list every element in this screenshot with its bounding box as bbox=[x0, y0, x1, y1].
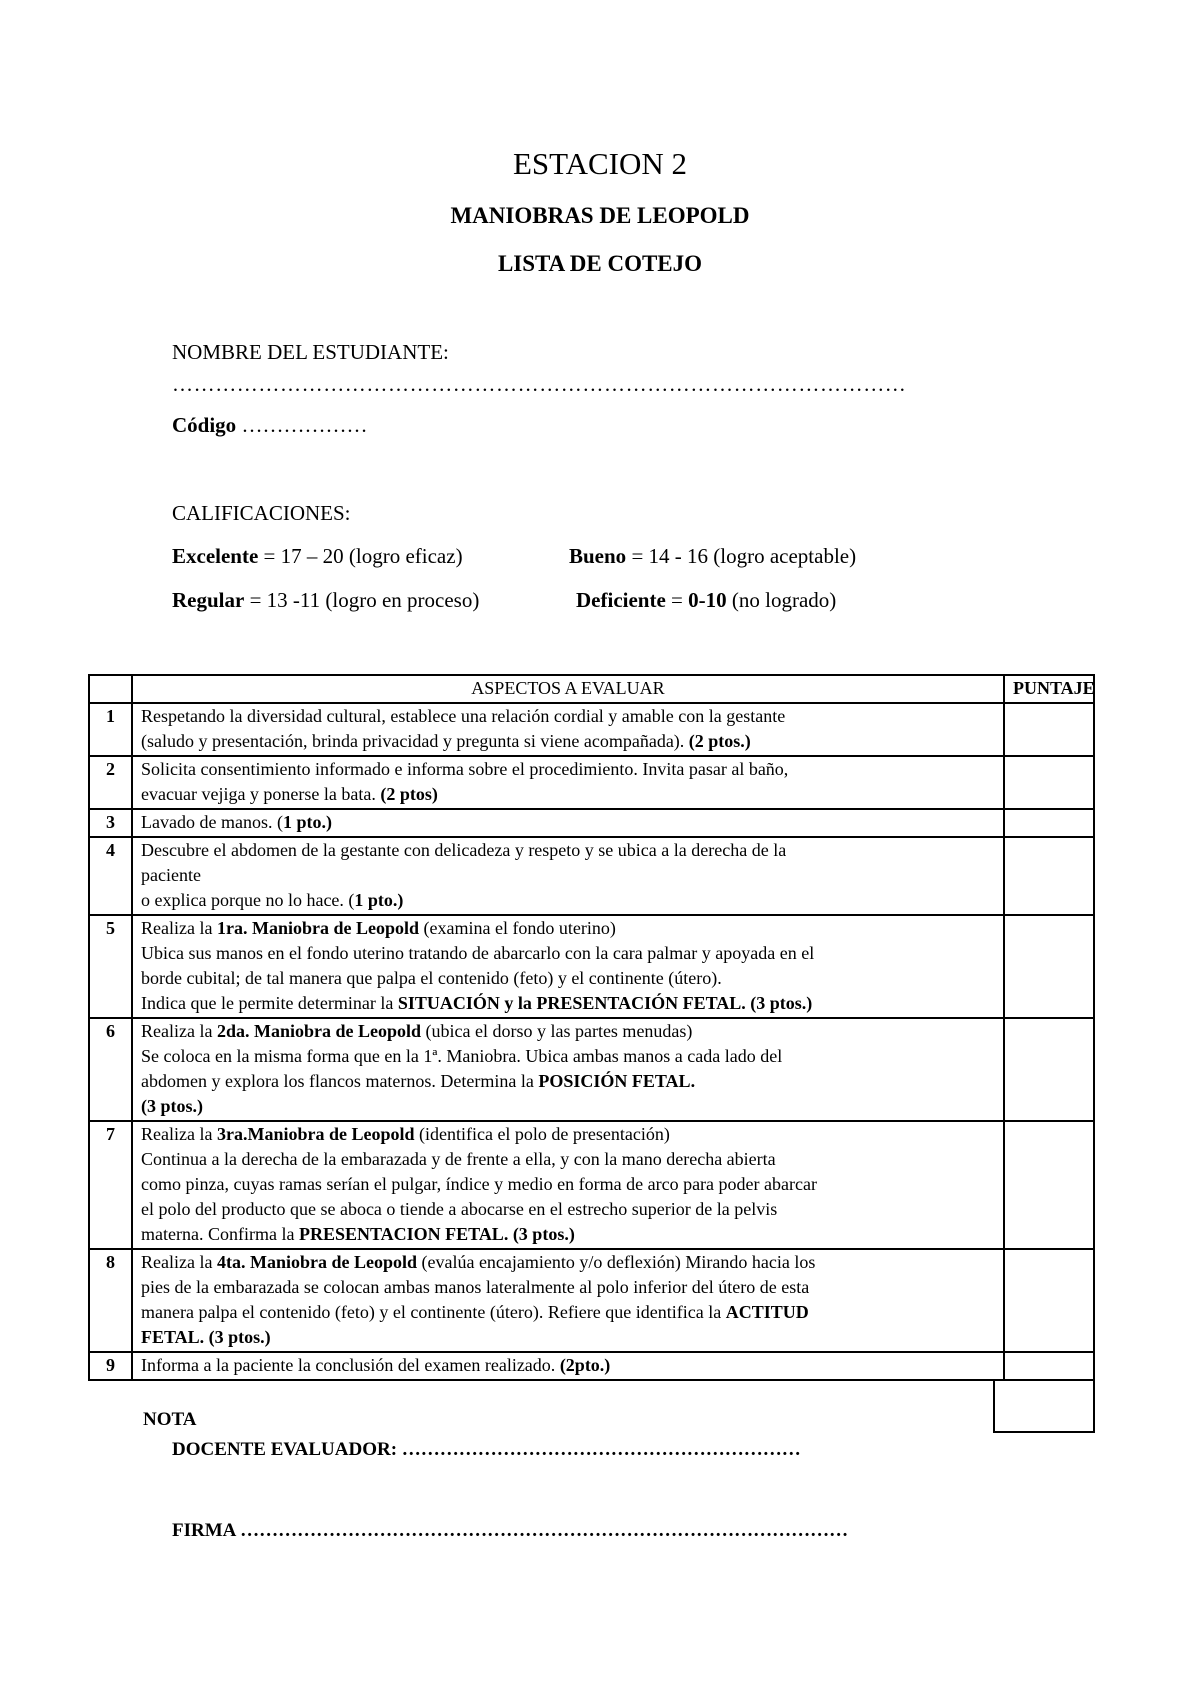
score-cell[interactable] bbox=[1004, 1249, 1094, 1352]
grade-excelente-label: Excelente bbox=[172, 544, 259, 568]
row-text: borde cubital; de tal manera que palpa el contenido (feto) y el continente (útero). bbox=[141, 968, 722, 988]
row-description bbox=[132, 809, 1004, 837]
grade-excelente-value: = 17 – 20 (logro eficaz) bbox=[258, 544, 463, 568]
row-number: 1 bbox=[89, 703, 132, 756]
grade-bueno-label: Bueno bbox=[569, 544, 627, 568]
row-text: Solicita consentimiento informado e informa sobre el procedimiento. Invita pasar al baño, bbox=[141, 759, 789, 779]
row-text: evacuar vejiga y ponerse la bata. bbox=[141, 784, 381, 804]
grades-label: CALIFICACIONES: bbox=[172, 501, 351, 525]
row-text: Descubre el abdomen de la gestante con delicadeza y respeto y se ubica a la derecha de la bbox=[141, 840, 787, 860]
table-row bbox=[89, 703, 1094, 756]
student-code-blank: ……………… bbox=[236, 413, 368, 437]
row-maneuver: 3ra.Maniobra de Leopold bbox=[216, 1124, 415, 1144]
row-number: 4 bbox=[89, 837, 132, 915]
table-row bbox=[89, 1018, 1094, 1121]
row-text: Lavado de manos. ( bbox=[141, 812, 283, 832]
page-subtitle-2: LISTA DE COTEJO bbox=[497, 251, 703, 276]
row-text: Respetando la diversidad cultural, establece una relación cordial y amable con la gestante bbox=[141, 706, 786, 726]
row-text: Indica que le permite determinar la bbox=[141, 993, 398, 1013]
row-number: 5 bbox=[89, 915, 132, 1018]
row-maneuver: 1ra. Maniobra de Leopold bbox=[216, 918, 419, 938]
row-description bbox=[132, 837, 1004, 915]
evaluator-signature-line: DOCENTE EVALUADOR: ……………………………………………………… bbox=[172, 1439, 801, 1460]
row-text: Realiza la bbox=[141, 918, 217, 938]
row-text: Informa a la paciente la conclusión del examen realizado. bbox=[141, 1355, 560, 1375]
row-points: (3 ptos.) bbox=[141, 1096, 203, 1116]
row-text: Se coloca en la misma forma que en la 1ª. Maniobra. Ubica ambas manos a cada lado del bbox=[141, 1046, 783, 1066]
row-text: abdomen y explora los flancos maternos. Determina la bbox=[141, 1071, 539, 1091]
row-text: Realiza la bbox=[141, 1021, 217, 1041]
row-text: como pinza, cuyas ramas serían el pulgar, índice y medio en forma de arco para poder abarcar bbox=[141, 1174, 817, 1194]
table-row bbox=[89, 1249, 1094, 1352]
score-cell[interactable] bbox=[1004, 1018, 1094, 1121]
grade-regular-value: = 13 -11 (logro en proceso) bbox=[244, 588, 480, 612]
row-description bbox=[132, 756, 1004, 809]
row-number: 9 bbox=[89, 1352, 132, 1380]
table-row bbox=[89, 837, 1094, 915]
row-number: 7 bbox=[89, 1121, 132, 1249]
page-title: ESTACION 2 bbox=[512, 146, 688, 181]
table-row bbox=[89, 809, 1094, 837]
student-name-blank: ………………………………………………………………………………………… bbox=[172, 372, 907, 396]
student-code-field bbox=[172, 413, 367, 438]
row-text: pies de la embarazada se colocan ambas manos lateralmente al polo inferior del útero de esta bbox=[141, 1277, 810, 1297]
score-cell[interactable] bbox=[1004, 1352, 1094, 1380]
row-number: 6 bbox=[89, 1018, 132, 1121]
grade-deficiente-label: Deficiente bbox=[576, 588, 666, 612]
score-cell[interactable] bbox=[1004, 703, 1094, 756]
row-keyword: ACTITUD bbox=[725, 1302, 809, 1322]
row-points: FETAL. (3 ptos.) bbox=[141, 1327, 271, 1347]
table-row bbox=[89, 1121, 1094, 1249]
grade-deficiente-range: 0-10 bbox=[688, 588, 727, 612]
grade-bueno bbox=[569, 544, 856, 569]
row-text: manera palpa el contenido (feto) y el continente (útero). Refiere que identifica la bbox=[141, 1302, 726, 1322]
row-number: 8 bbox=[89, 1249, 132, 1352]
row-points: SITUACIÓN y la PRESENTACIÓN FETAL. (3 ptos.) bbox=[397, 993, 813, 1013]
row-description bbox=[132, 1121, 1004, 1249]
grade-deficiente-eq: = bbox=[665, 588, 689, 612]
row-text: o explica porque no lo hace. ( bbox=[141, 890, 355, 910]
score-cell[interactable] bbox=[1004, 837, 1094, 915]
row-points: (2pto.) bbox=[559, 1355, 611, 1375]
row-text: (saludo y presentación, brinda privacidad y pregunta si viene acompañada). bbox=[141, 731, 689, 751]
row-number: 2 bbox=[89, 756, 132, 809]
table-row bbox=[89, 756, 1094, 809]
row-text: (ubica el dorso y las partes menudas) bbox=[421, 1021, 693, 1041]
score-cell[interactable] bbox=[1004, 915, 1094, 1018]
row-text: el polo del producto que se aboca o tiende a abocarse en el estrecho superior de la pelvis bbox=[141, 1199, 778, 1219]
row-number: 3 bbox=[89, 809, 132, 837]
row-text: Realiza la bbox=[141, 1124, 217, 1144]
score-cell[interactable] bbox=[1004, 756, 1094, 809]
row-description bbox=[132, 1018, 1004, 1121]
grade-deficiente bbox=[576, 588, 836, 613]
row-text: Ubica sus manos en el fondo uterino tratando de abarcarlo con la cara palmar y apoyada en el bbox=[141, 943, 815, 963]
row-description bbox=[132, 703, 1004, 756]
row-points: 1 pto.) bbox=[282, 812, 332, 832]
row-text: Realiza la bbox=[141, 1252, 217, 1272]
grade-regular-label: Regular bbox=[172, 588, 245, 612]
student-name-label: NOMBRE DEL ESTUDIANTE: bbox=[172, 340, 449, 364]
score-cell[interactable] bbox=[1004, 1121, 1094, 1249]
row-description bbox=[132, 915, 1004, 1018]
row-text: Continua a la derecha de la embarazada y de frente a ella, y con la mano derecha abierta bbox=[141, 1149, 776, 1169]
row-points: 1 pto.) bbox=[354, 890, 404, 910]
row-points: (2 ptos) bbox=[380, 784, 438, 804]
row-points: PRESENTACION FETAL. (3 ptos.) bbox=[298, 1224, 575, 1244]
row-maneuver: 2da. Maniobra de Leopold bbox=[216, 1021, 421, 1041]
table-row bbox=[89, 1352, 1094, 1380]
row-text: (identifica el polo de presentación) bbox=[414, 1124, 670, 1144]
nota-label: NOTA bbox=[143, 1409, 197, 1430]
nota-score-box[interactable] bbox=[993, 1379, 1095, 1433]
row-points: (2 ptos.) bbox=[688, 731, 751, 751]
score-cell[interactable] bbox=[1004, 809, 1094, 837]
row-text: (examina el fondo uterino) bbox=[418, 918, 616, 938]
row-text: paciente bbox=[141, 865, 201, 885]
row-description bbox=[132, 1352, 1004, 1380]
student-code-label: Código bbox=[172, 413, 237, 437]
row-text: (evalúa encajamiento y/o deflexión) Mirando hacia los bbox=[416, 1252, 816, 1272]
grade-bueno-value: = 14 - 16 (logro aceptable) bbox=[626, 544, 857, 568]
header-aspects: ASPECTOS A EVALUAR bbox=[132, 675, 1004, 703]
grade-deficiente-value: (no logrado) bbox=[726, 588, 837, 612]
table-header-row bbox=[89, 675, 1094, 703]
grade-excelente bbox=[172, 544, 463, 569]
row-text: materna. Confirma la bbox=[141, 1224, 299, 1244]
header-score: PUNTAJE bbox=[1004, 675, 1094, 703]
row-maneuver: 4ta. Maniobra de Leopold bbox=[216, 1252, 417, 1272]
row-description bbox=[132, 1249, 1004, 1352]
header-number-cell bbox=[89, 675, 132, 703]
signature-line: FIRMA …………………………………………………………………………………… bbox=[172, 1520, 849, 1541]
grade-regular bbox=[172, 588, 479, 613]
table-row bbox=[89, 915, 1094, 1018]
row-keyword: POSICIÓN FETAL. bbox=[538, 1071, 696, 1091]
page-subtitle: MANIOBRAS DE LEOPOLD bbox=[450, 203, 750, 228]
evaluation-table bbox=[88, 674, 1095, 1381]
